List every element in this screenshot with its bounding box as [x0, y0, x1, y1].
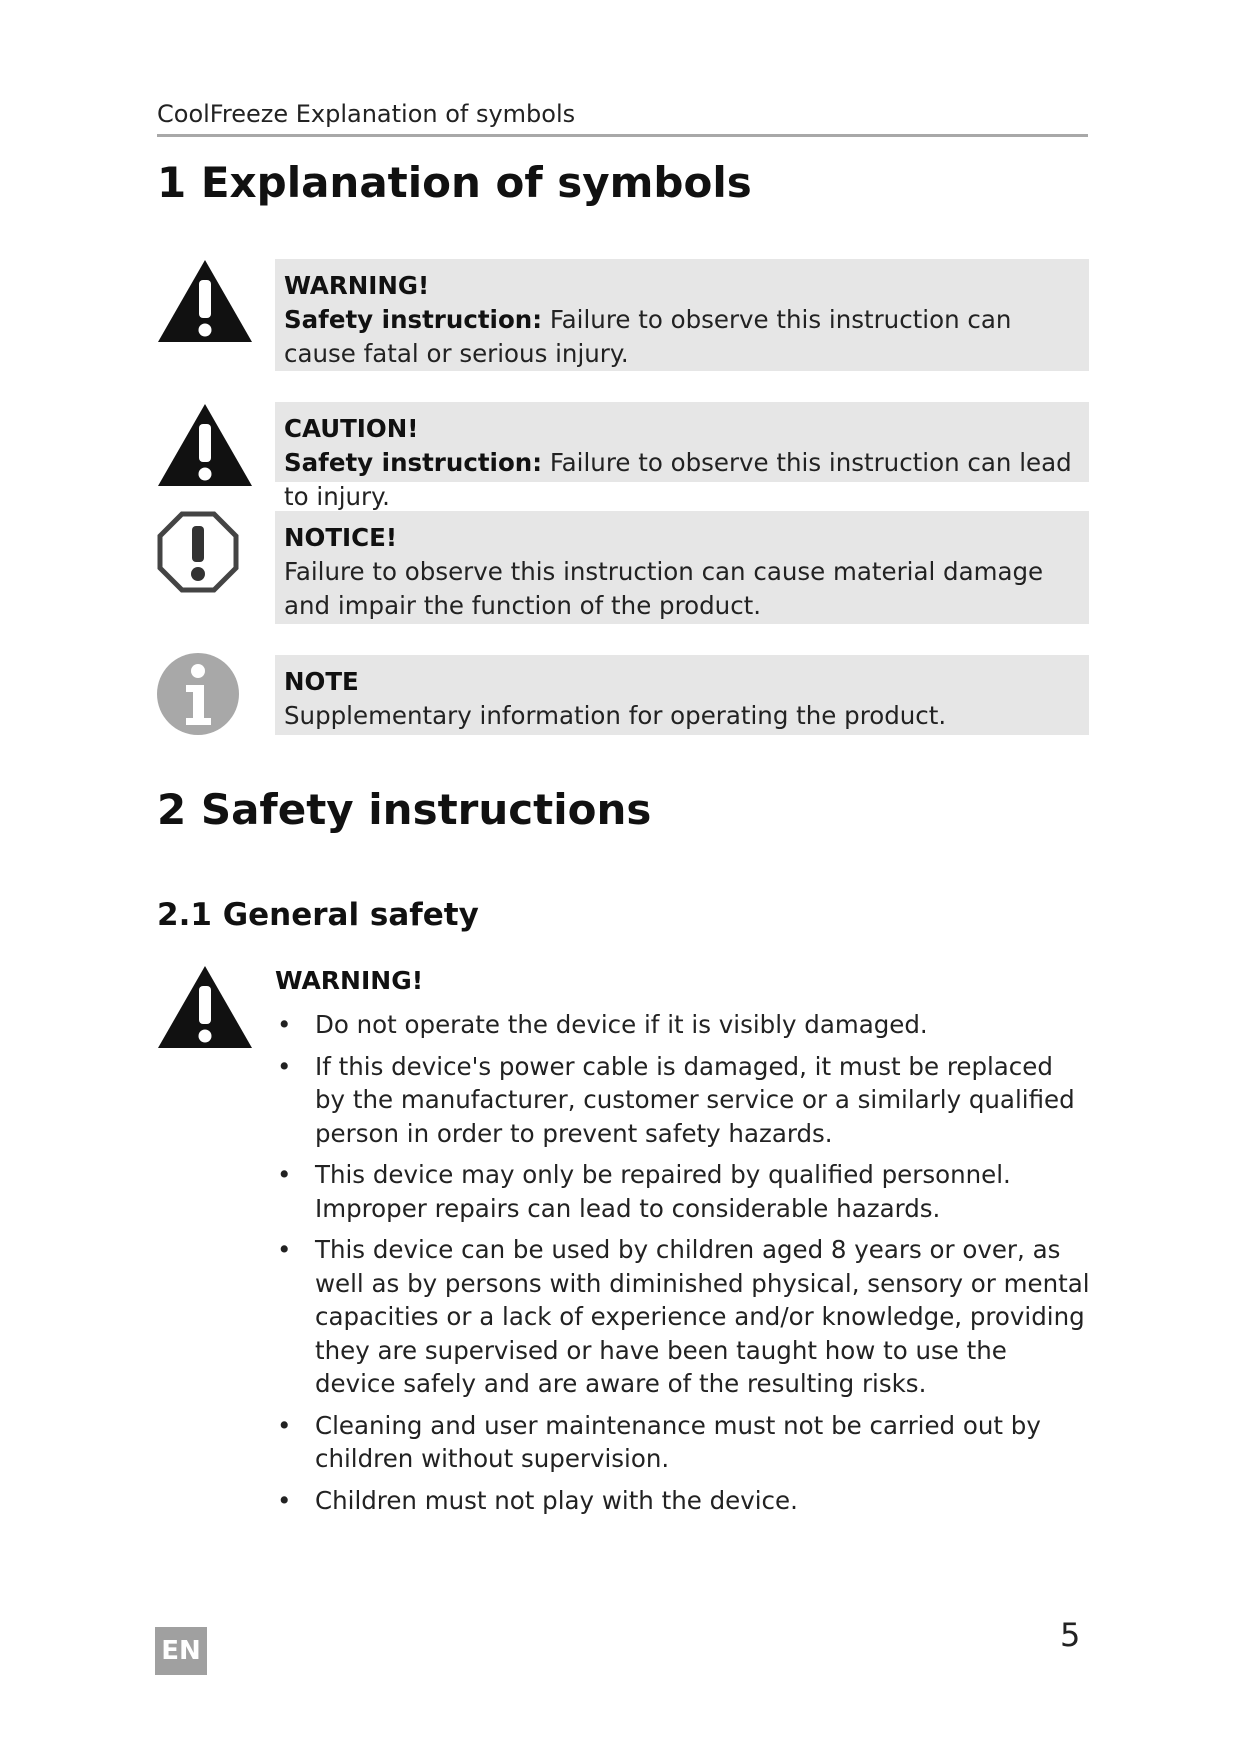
- list-item: • Cleaning and user maintenance must not be carried out by children without supervision.: [275, 1409, 1090, 1476]
- subsection-2-1-title: 2.1 General safety: [157, 897, 479, 933]
- caution-label: CAUTION!: [284, 414, 419, 443]
- warning-triangle-icon: [157, 964, 253, 1050]
- general-safety-warning-label: WARNING!: [275, 966, 424, 995]
- notice-octagon-icon: [156, 510, 240, 594]
- warning-text: Failure to observe this instruction can cause fatal or serious injury.: [284, 305, 1012, 368]
- note-symbol-box: [275, 655, 1089, 735]
- list-item: • This device can be used by children aged 8 years or over, as well as by persons with diminished physical, sensory or mental capacities or a lack of experience and/or knowledge, providing they are supervised or have been taught how to use the device safely and are aware of the resulting risks.: [275, 1233, 1090, 1401]
- info-circle-icon: [156, 652, 240, 736]
- running-header: CoolFreeze Explanation of symbols: [157, 100, 1088, 137]
- warning-label: WARNING!: [284, 271, 430, 300]
- language-tab: EN: [155, 1627, 207, 1675]
- notice-text: Failure to observe this instruction can cause material damage and impair the function of the product.: [284, 557, 1044, 620]
- section-2-title: 2 Safety instructions: [157, 785, 652, 834]
- warning-triangle-icon: [157, 258, 253, 344]
- list-item: • If this device's power cable is damaged, it must be replaced by the manufacturer, customer service or a similarly qualified person in order to prevent safety hazards.: [275, 1050, 1090, 1151]
- list-item: • Do not operate the device if it is visibly damaged.: [275, 1008, 1090, 1042]
- note-text: Supplementary information for operating the product.: [284, 701, 947, 730]
- notice-symbol-box: [275, 511, 1089, 624]
- caution-lead: Safety instruction:: [284, 448, 543, 477]
- list-item: • This device may only be repaired by qualified personnel. Improper repairs can lead to considerable hazards.: [275, 1158, 1090, 1225]
- list-item: • Children must not play with the device.: [275, 1484, 1090, 1518]
- section-1-title: 1 Explanation of symbols: [157, 158, 752, 207]
- warning-symbol-box: [275, 259, 1089, 371]
- notice-label: NOTICE!: [284, 523, 398, 552]
- caution-triangle-icon: [157, 402, 253, 488]
- caution-symbol-box: [275, 402, 1089, 511]
- warning-lead: Safety instruction:: [284, 305, 543, 334]
- note-label: NOTE: [284, 667, 359, 696]
- general-safety-list: [275, 1008, 1090, 1525]
- page-number: 5: [1060, 1616, 1081, 1654]
- caution-text: Failure to observe this instruction can lead to injury.: [284, 448, 1072, 511]
